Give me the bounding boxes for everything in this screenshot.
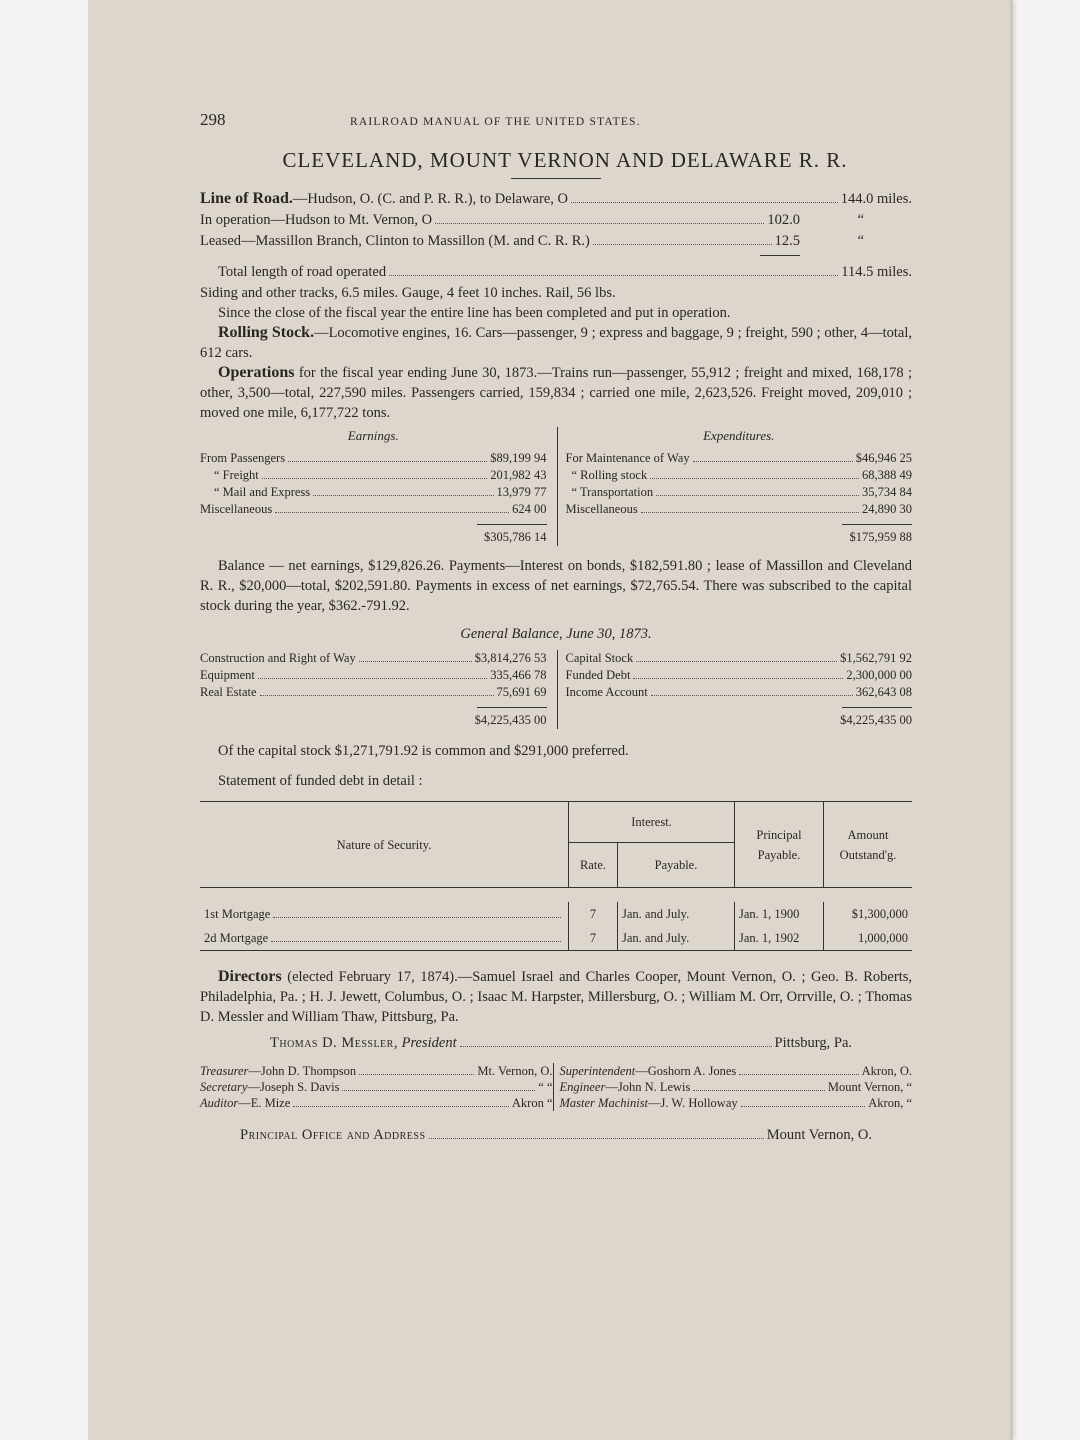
road-row-value: 144.0 miles. (840, 191, 912, 207)
rolling-stock-paragraph (200, 323, 912, 363)
officers-left (200, 1063, 553, 1111)
total-rule (760, 255, 800, 256)
general-balance (200, 650, 912, 729)
capital-note: Of the capital stock $1,271,791.92 is common and $291,000 preferred. (218, 743, 629, 759)
earnings-row: From Passengers $89,199 94 (200, 451, 547, 465)
expenditures-row: For Maintenance of Way $46,946 25 (565, 451, 912, 465)
assets-total: $4,225,435 00 (474, 713, 547, 727)
company-title: CLEVELAND, MOUNT VERNON AND DELAWARE R. R. (282, 148, 848, 172)
road-row-value: 12.5 (774, 233, 800, 249)
earnings-column (200, 427, 547, 546)
road-row-text: Leased—Massillon Branch, Clinton to Massillon (M. and C. R. R.) (200, 233, 590, 249)
earnings-heading: Earnings. (347, 428, 399, 443)
officer-row: Engineer—John N. Lewis Mount Vernon, “ (559, 1079, 912, 1094)
operations-heading: Operations (218, 364, 295, 381)
debt-intro: Statement of funded debt in detail : (218, 773, 423, 789)
general-balance-heading: General Balance, June 30, 1873. (460, 626, 652, 642)
officer-row: Superintendent—Goshorn A. Jones Akron, O. (559, 1063, 912, 1078)
earnings-total-rule (477, 524, 547, 525)
expenditures-heading: Expenditures. (703, 428, 775, 443)
expenditures-total: $175,959 88 (849, 530, 912, 544)
col-nature: Nature of Security. (200, 802, 569, 888)
directors-paragraph (200, 967, 912, 1027)
expenditures-row: “ Transportation 35,734 84 (571, 485, 912, 499)
officer-row: Treasurer—John D. Thompson Mt. Vernon, O. (200, 1063, 553, 1078)
page-number: 298 (200, 110, 226, 129)
asset-row: Construction and Right of Way $3,814,276 53 (200, 651, 547, 665)
officer-row: Auditor—E. Mize Akron “ (200, 1095, 553, 1110)
operations-paragraph (200, 363, 912, 423)
earnings-row: Miscellaneous 624 00 (200, 502, 547, 516)
table-row: 1st Mortgage 7 Jan. and July. Jan. 1, 1900 $1,300,000 (200, 902, 912, 926)
line-of-road-heading: Line of Road. (200, 190, 293, 207)
president-row (270, 1033, 852, 1053)
road-row-text: In operation—Hudson to Mt. Vernon, O (200, 212, 433, 228)
officers-right (553, 1063, 913, 1111)
siding-text: Siding and other tracks, 6.5 miles. Gauge, 4 feet 10 inches. Rail, 56 lbs. (200, 285, 616, 301)
balance-text: Balance — net earnings, $129,826.26. Payments—Interest on bonds, $182,591.80 ; lease of Massillon and Cleveland R. R., $20,000—total, $202,591.80. Payments in excess of net earnings, $72,765.54. There was subscribed to the capital stock during the year, $362.-791.92. (200, 558, 912, 614)
col-interest: Interest. (569, 802, 735, 843)
earnings-total: $305,786 14 (484, 530, 547, 544)
principal-office-row (240, 1125, 872, 1145)
road-row-text: —Hudson, O. (C. and P. R. R.), to Delaware, O (292, 191, 568, 207)
expenditures-row: “ Rolling stock 68,388 49 (571, 468, 912, 482)
col-payable: Payable. (618, 843, 735, 888)
road-row (200, 189, 912, 210)
ditto-mark: “ (857, 212, 864, 228)
officer-row: Secretary—Joseph S. Davis “ “ (200, 1079, 553, 1094)
liability-row: Income Account 362,643 08 (565, 685, 912, 699)
running-title: RAILROAD MANUAL OF THE UNITED STATES. (350, 116, 641, 128)
liabilities-total: $4,225,435 00 (840, 713, 912, 727)
expenditures-row: Miscellaneous 24,890 30 (565, 502, 912, 516)
earnings-expenditures (200, 427, 912, 546)
col-rate: Rate. (569, 843, 618, 888)
president-place: Pittsburg, Pa. (774, 1034, 852, 1051)
directors-heading: Directors (218, 967, 282, 985)
rolling-stock-heading: Rolling Stock. (218, 324, 315, 341)
liability-row: Funded Debt 2,300,000 00 (565, 668, 912, 682)
principal-office-value: Mount Vernon, O. (766, 1126, 872, 1143)
liabilities-total-rule (842, 707, 912, 708)
expenditures-total-rule (842, 524, 912, 525)
officers (200, 1063, 912, 1111)
directors-text: (elected February 17, 1874).—Samuel Israel and Charles Cooper, Mount Vernon, O. ; Geo. B. Roberts, Philadelphia, Pa. ; H. J. Jewett, Columbus, O. ; Isaac M. Harpster, Millersburg, O. ; William M. Orr, Orrville, O. ; Thomas D. Messler and William Thaw, Pittsburg, Pa. (200, 968, 912, 1025)
asset-row: Equipment 335,466 78 (200, 668, 547, 682)
title-rule (511, 178, 601, 179)
expenditures-column (557, 427, 913, 546)
ditto-mark: “ (857, 233, 864, 249)
earnings-row: “ Mail and Express 13,979 77 (214, 485, 547, 499)
asset-row: Real Estate 75,691 69 (200, 685, 547, 699)
earnings-row: “ Freight 201,982 43 (214, 468, 547, 482)
president-title: President (401, 1034, 457, 1051)
assets-total-rule (477, 707, 547, 708)
table-row: 2d Mortgage 7 Jan. and July. Jan. 1, 1902 1,000,000 (200, 926, 912, 951)
since-text: Since the close of the fiscal year the entire line has been completed and put in operation. (218, 305, 731, 321)
liabilities-column (557, 650, 913, 729)
officer-row: Master Machinist—J. W. Holloway Akron, “ (559, 1095, 912, 1110)
liability-row: Capital Stock $1,562,791 92 (565, 651, 912, 665)
line-of-road-section (200, 189, 912, 283)
road-row (200, 231, 912, 252)
debt-header-row (200, 802, 912, 843)
running-header (200, 110, 912, 132)
page-content (200, 110, 912, 1145)
road-total-label: Total length of road operated (218, 264, 387, 280)
operations-text: for the fiscal year ending June 30, 1873.—Trains run—passenger, 55,912 ; freight and mixed, 168,178 ; other, 3,500—total, 227,590 miles. Passengers carried, 159,834 ; carried one mile, 2,623,526. Freight moved, 209,010 ; moved one mile, 6,177,722 tons. (200, 365, 912, 421)
road-total-value: 114.5 miles. (841, 264, 912, 280)
principal-office-label: Principal Office and Address (240, 1126, 426, 1143)
col-principal: Principal Payable. (735, 802, 824, 888)
road-row (200, 210, 912, 231)
assets-column (200, 650, 547, 729)
road-total-row (200, 262, 912, 283)
funded-debt-table (200, 801, 912, 951)
rolling-stock-text: —Locomotive engines, 16. Cars—passenger, 9 ; express and baggage, 9 ; freight, 590 ; other, 4—total, 612 cars. (200, 325, 912, 361)
road-row-value: 102.0 (767, 212, 800, 228)
col-amount: Amount Outstand'g. (824, 802, 913, 888)
president-name: Thomas D. Messler, (270, 1034, 398, 1051)
